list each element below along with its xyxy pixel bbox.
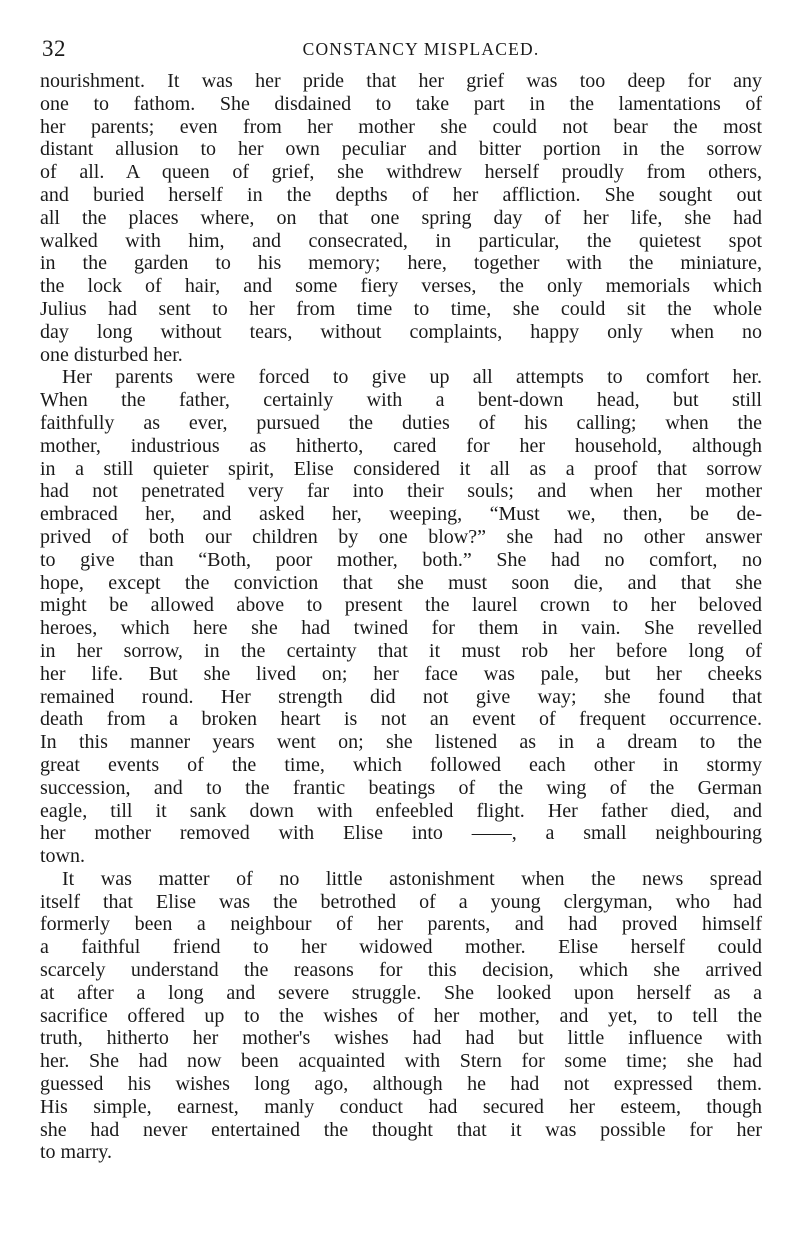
body-text: [40, 70, 762, 1164]
text-line: her. She had now been acquainted with Stern for some time; she had: [40, 1050, 762, 1073]
paragraph: [40, 366, 762, 868]
text-line: all the places where, on that one spring day of her life, she had: [40, 206, 762, 229]
text-line: one to fathom. She disdained to take part in the lamentations of: [40, 92, 762, 115]
book-page: [40, 36, 762, 1164]
text-line: Her parents were forced to give up all attempts to comfort her.: [62, 366, 762, 389]
text-line: prived of both our children by one blow?” she had no other answer: [40, 525, 762, 548]
text-line: remained round. Her strength did not give way; she found that: [40, 685, 762, 708]
text-line: Julius had sent to her from time to time, she could sit the whole: [40, 297, 762, 320]
text-line: walked with him, and consecrated, in particular, the quietest spot: [40, 229, 762, 252]
text-line: in the garden to his memory; here, together with the miniature,: [40, 252, 762, 275]
text-line: had not penetrated very far into their souls; and when her mother: [40, 480, 762, 503]
text-line: itself that Elise was the betrothed of a young clergyman, who had: [40, 890, 762, 913]
text-line: heroes, which here she had twined for them in vain. She revelled: [40, 617, 762, 640]
text-line: in a still quieter spirit, Elise considered it all as a proof that sorrow: [40, 457, 762, 480]
text-line: a faithful friend to her widowed mother. Elise herself could: [40, 936, 762, 959]
text-line: to marry.: [40, 1141, 113, 1164]
running-head: [40, 36, 762, 70]
text-line: eagle, till it sank down with enfeebled flight. Her father died, and: [40, 799, 762, 822]
text-line: in her sorrow, in the certainty that it must rob her before long of: [40, 639, 762, 662]
text-line: the lock of hair, and some fiery verses, the only memorials which: [40, 275, 762, 298]
text-line: at after a long and severe struggle. She looked upon herself as a: [40, 981, 762, 1004]
paragraph: [40, 70, 762, 366]
text-line: distant allusion to her own peculiar and bitter portion in the sorrow: [40, 138, 762, 161]
text-line: town.: [40, 845, 85, 868]
text-line: His simple, earnest, manly conduct had secured her esteem, though: [40, 1095, 762, 1118]
text-line: death from a broken heart is not an event of frequent occurrence.: [40, 708, 762, 731]
text-line: her mother removed with Elise into ——, a small neighbouring: [40, 822, 762, 845]
text-line: to give than “Both, poor mother, both.” She had no comfort, no: [40, 548, 762, 571]
text-line: might be allowed above to present the laurel crown to her beloved: [40, 594, 762, 617]
text-line: hope, except the conviction that she must soon die, and that she: [40, 571, 762, 594]
page-number: 32: [42, 36, 66, 61]
running-title: CONSTANCY MISPLACED.: [302, 39, 540, 59]
text-line: truth, hitherto her mother's wishes had had but little influence with: [40, 1027, 762, 1050]
paragraph: [40, 868, 762, 1164]
text-line: formerly been a neighbour of her parents, and had proved himself: [40, 913, 762, 936]
text-line: of all. A queen of grief, she withdrew herself proudly from others,: [40, 161, 762, 184]
text-line: she had never entertained the thought that it was possible for her: [40, 1118, 762, 1141]
text-line: her parents; even from her mother she could not bear the most: [40, 115, 762, 138]
text-line: It was matter of no little astonishment when the news spread: [62, 867, 762, 890]
text-line: one disturbed her.: [40, 343, 183, 366]
text-line: sacrifice offered up to the wishes of her mother, and yet, to tell the: [40, 1004, 762, 1027]
text-line: embraced her, and asked her, weeping, “Must we, then, be de-: [40, 503, 762, 526]
text-line: her life. But she lived on; her face was pale, but her cheeks: [40, 662, 762, 685]
text-line: scarcely understand the reasons for this decision, which she arrived: [40, 959, 762, 982]
text-line: guessed his wishes long ago, although he had not expressed them.: [40, 1073, 762, 1096]
text-line: mother, industrious as hitherto, cared for her household, although: [40, 434, 762, 457]
text-line: great events of the time, which followed each other in stormy: [40, 753, 762, 776]
text-line: When the father, certainly with a bent-down head, but still: [40, 389, 762, 412]
text-line: day long without tears, without complaints, happy only when no: [40, 320, 762, 343]
text-line: succession, and to the frantic beatings of the wing of the German: [40, 776, 762, 799]
text-line: nourishment. It was her pride that her grief was too deep for any: [40, 70, 762, 92]
text-line: faithfully as ever, pursued the duties of his calling; when the: [40, 411, 762, 434]
text-line: In this manner years went on; she listened as in a dream to the: [40, 731, 762, 754]
text-line: and buried herself in the depths of her affliction. She sought out: [40, 183, 762, 206]
